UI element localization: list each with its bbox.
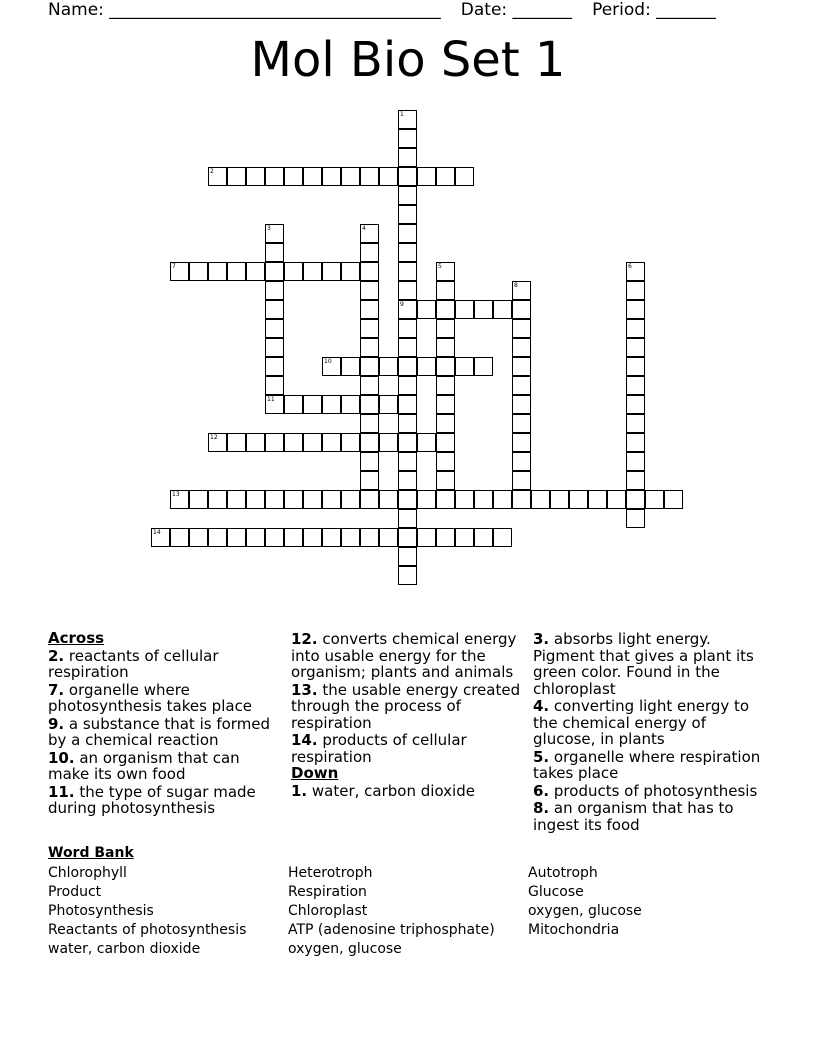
clues-column-2 xyxy=(291,630,521,799)
crossword-cell[interactable] xyxy=(436,376,455,395)
crossword-cell[interactable] xyxy=(398,224,417,243)
crossword-cell[interactable] xyxy=(512,395,531,414)
clue-item xyxy=(533,631,773,697)
word-bank-item: Photosynthesis xyxy=(48,903,154,919)
crossword-cell[interactable] xyxy=(512,319,531,338)
crossword-cell[interactable] xyxy=(512,433,531,452)
crossword-cell[interactable] xyxy=(303,167,322,186)
word-bank-item: ATP (adenosine triphosphate) xyxy=(288,922,495,938)
crossword-cell[interactable] xyxy=(170,528,189,547)
crossword-cell[interactable] xyxy=(436,414,455,433)
crossword-cell[interactable] xyxy=(227,167,246,186)
crossword-cell[interactable] xyxy=(227,262,246,281)
crossword-cell[interactable] xyxy=(360,376,379,395)
crossword-cell[interactable] xyxy=(208,433,227,452)
crossword-cell[interactable] xyxy=(360,281,379,300)
crossword-cell[interactable] xyxy=(398,528,417,547)
crossword-cell[interactable] xyxy=(208,490,227,509)
crossword-cell[interactable] xyxy=(265,338,284,357)
clue-item xyxy=(533,783,773,800)
crossword-cell[interactable] xyxy=(417,528,436,547)
down-heading: Down xyxy=(291,764,339,782)
word-bank-item: Respiration xyxy=(288,884,367,900)
crossword-cell[interactable] xyxy=(512,471,531,490)
crossword-cell[interactable] xyxy=(170,262,189,281)
crossword-cell[interactable] xyxy=(626,395,645,414)
crossword-cell[interactable] xyxy=(455,490,474,509)
crossword-cell[interactable] xyxy=(626,452,645,471)
crossword-cell[interactable] xyxy=(322,490,341,509)
clue-item xyxy=(48,648,273,681)
clue-number: 8 xyxy=(514,282,518,289)
crossword-cell[interactable] xyxy=(398,452,417,471)
crossword-cell[interactable] xyxy=(398,167,417,186)
crossword-cell[interactable] xyxy=(246,433,265,452)
crossword-cell[interactable] xyxy=(284,490,303,509)
crossword-cell[interactable] xyxy=(265,528,284,547)
crossword-cell[interactable] xyxy=(531,490,550,509)
crossword-cell[interactable] xyxy=(360,395,379,414)
crossword-cell[interactable] xyxy=(265,300,284,319)
crossword-cell[interactable] xyxy=(512,376,531,395)
crossword-cell[interactable] xyxy=(398,376,417,395)
crossword-cell[interactable] xyxy=(189,490,208,509)
crossword-cell[interactable] xyxy=(474,528,493,547)
crossword-cell[interactable] xyxy=(379,167,398,186)
crossword-cell[interactable] xyxy=(379,357,398,376)
crossword-cell[interactable] xyxy=(265,224,284,243)
crossword-cell[interactable] xyxy=(455,300,474,319)
word-bank-item: Mitochondria xyxy=(528,922,620,938)
crossword-cell[interactable] xyxy=(360,357,379,376)
word-bank-column-1 xyxy=(48,864,246,959)
crossword-cell[interactable] xyxy=(645,490,664,509)
crossword-cell[interactable] xyxy=(360,433,379,452)
crossword-cell[interactable] xyxy=(284,433,303,452)
crossword-cell[interactable] xyxy=(170,490,189,509)
clue-number: 9 xyxy=(400,301,404,308)
crossword-cell[interactable] xyxy=(626,490,645,509)
crossword-cell[interactable] xyxy=(474,357,493,376)
word-bank-item: Reactants of photosynthesis xyxy=(48,922,247,938)
clue-item xyxy=(533,749,773,782)
clue-text: reactants of cellular respiration xyxy=(48,646,219,681)
clue-number: 1 xyxy=(400,111,404,118)
clue-number-label: 3. xyxy=(533,630,550,648)
crossword-cell[interactable] xyxy=(398,547,417,566)
crossword-cell[interactable] xyxy=(398,566,417,585)
crossword-cell[interactable] xyxy=(398,281,417,300)
crossword-cell[interactable] xyxy=(360,452,379,471)
crossword-cell[interactable] xyxy=(379,490,398,509)
crossword-cell[interactable] xyxy=(379,395,398,414)
clue-text: an organism that can make its own food xyxy=(48,748,240,783)
word-bank-column-2 xyxy=(288,864,495,959)
crossword-cell[interactable] xyxy=(512,490,531,509)
crossword-cell[interactable] xyxy=(246,528,265,547)
crossword-cell[interactable] xyxy=(455,167,474,186)
clue-number: 14 xyxy=(153,529,161,536)
crossword-cell[interactable] xyxy=(398,148,417,167)
crossword-cell[interactable] xyxy=(265,167,284,186)
crossword-cell[interactable] xyxy=(360,224,379,243)
crossword-cell[interactable] xyxy=(398,357,417,376)
crossword-cell[interactable] xyxy=(284,395,303,414)
crossword-cell[interactable] xyxy=(436,167,455,186)
crossword-cell[interactable] xyxy=(303,528,322,547)
word-bank-item: Chloroplast xyxy=(288,903,368,919)
crossword-cell[interactable] xyxy=(360,471,379,490)
across-clue-list-continued xyxy=(291,631,521,765)
crossword-cell[interactable] xyxy=(265,357,284,376)
crossword-cell[interactable] xyxy=(151,528,170,547)
crossword-cell[interactable] xyxy=(341,528,360,547)
across-clue-list xyxy=(48,648,273,817)
word-bank-item: oxygen, glucose xyxy=(288,941,402,957)
crossword-cell[interactable] xyxy=(512,300,531,319)
clue-item xyxy=(48,784,273,817)
crossword-cell[interactable] xyxy=(322,262,341,281)
clue-number-label: 9. xyxy=(48,714,65,733)
clue-number: 11 xyxy=(267,396,275,403)
clue-text: the type of sugar made during photosynthesis xyxy=(48,782,256,817)
crossword-cell[interactable] xyxy=(379,528,398,547)
crossword-cell[interactable] xyxy=(246,167,265,186)
crossword-cell[interactable] xyxy=(398,433,417,452)
crossword-cell[interactable] xyxy=(265,243,284,262)
crossword-cell[interactable] xyxy=(322,433,341,452)
crossword-cell[interactable] xyxy=(265,490,284,509)
crossword-cell[interactable] xyxy=(493,528,512,547)
clue-text: absorbs light energy. Pigment that gives a plant its green color. Found in the chloroplast xyxy=(533,630,754,698)
crossword-cell[interactable] xyxy=(341,395,360,414)
crossword-cell[interactable] xyxy=(360,167,379,186)
crossword-cell[interactable] xyxy=(436,319,455,338)
crossword-cell[interactable] xyxy=(626,433,645,452)
crossword-cell[interactable] xyxy=(341,167,360,186)
crossword-cell[interactable] xyxy=(398,262,417,281)
clues-column-1 xyxy=(48,630,273,817)
crossword-cell[interactable] xyxy=(360,528,379,547)
crossword-cell[interactable] xyxy=(398,490,417,509)
crossword-cell[interactable] xyxy=(398,414,417,433)
crossword-cell[interactable] xyxy=(417,433,436,452)
across-heading: Across xyxy=(48,629,105,647)
crossword-cell[interactable] xyxy=(208,262,227,281)
crossword-cell[interactable] xyxy=(379,433,398,452)
clue-number-label: 8. xyxy=(533,799,550,817)
crossword-cell[interactable] xyxy=(626,376,645,395)
name-field[interactable]: Name: _______________________________________ xyxy=(48,0,441,20)
crossword-cell[interactable] xyxy=(417,167,436,186)
crossword-cell[interactable] xyxy=(436,528,455,547)
crossword-cell[interactable] xyxy=(208,167,227,186)
crossword-cell[interactable] xyxy=(436,433,455,452)
crossword-cell[interactable] xyxy=(265,433,284,452)
crossword-cell[interactable] xyxy=(626,319,645,338)
crossword-cell[interactable] xyxy=(550,490,569,509)
crossword-cell[interactable] xyxy=(208,528,227,547)
clue-item xyxy=(533,698,773,748)
crossword-cell[interactable] xyxy=(626,300,645,319)
crossword-cell[interactable] xyxy=(398,300,417,319)
clue-number: 13 xyxy=(172,491,180,498)
crossword-cell[interactable] xyxy=(398,395,417,414)
word-bank-item: Product xyxy=(48,884,102,900)
crossword-cell[interactable] xyxy=(265,376,284,395)
clue-number: 7 xyxy=(172,263,176,270)
crossword-cell[interactable] xyxy=(626,281,645,300)
clue-item xyxy=(533,800,773,833)
crossword-cell[interactable] xyxy=(265,395,284,414)
word-bank-item: Chlorophyll xyxy=(48,865,127,881)
clue-number: 3 xyxy=(267,225,271,232)
crossword-cell[interactable] xyxy=(626,357,645,376)
clue-text: converting light energy to the chemical energy of glucose, in plants xyxy=(533,697,750,748)
clue-item xyxy=(291,631,521,681)
clue-number-label: 5. xyxy=(533,747,550,766)
clue-text: converts chemical energy into usable energy for the organism; plants and animals xyxy=(291,630,517,681)
crossword-cell[interactable] xyxy=(626,471,645,490)
crossword-cell[interactable] xyxy=(569,490,588,509)
clue-number-label: 14. xyxy=(291,731,318,749)
crossword-cell[interactable] xyxy=(360,319,379,338)
crossword-cell[interactable] xyxy=(436,471,455,490)
word-bank-item: oxygen, glucose xyxy=(528,903,642,919)
clue-text: water, carbon dioxide xyxy=(307,781,475,800)
crossword-cell[interactable] xyxy=(265,262,284,281)
clue-number: 2 xyxy=(210,168,214,175)
crossword-cell[interactable] xyxy=(303,490,322,509)
crossword-cell[interactable] xyxy=(436,357,455,376)
crossword-cell[interactable] xyxy=(607,490,626,509)
clues-column-3 xyxy=(533,630,773,833)
down-clue-list-continued xyxy=(533,631,773,833)
crossword-cell[interactable] xyxy=(436,452,455,471)
word-bank-item: Autotroph xyxy=(528,865,598,881)
crossword-cell[interactable] xyxy=(512,452,531,471)
down-clue-list xyxy=(291,783,521,800)
crossword-cell[interactable] xyxy=(322,167,341,186)
clue-text: products of photosynthesis xyxy=(549,781,758,800)
crossword-cell[interactable] xyxy=(322,528,341,547)
crossword-cell[interactable] xyxy=(512,357,531,376)
crossword-cell[interactable] xyxy=(417,300,436,319)
crossword-cell[interactable] xyxy=(246,262,265,281)
clue-text: the usable energy created through the process of respiration xyxy=(291,680,521,732)
crossword-cell[interactable] xyxy=(417,357,436,376)
crossword-cell[interactable] xyxy=(588,490,607,509)
crossword-cell[interactable] xyxy=(360,338,379,357)
crossword-cell[interactable] xyxy=(474,490,493,509)
crossword-cell[interactable] xyxy=(493,490,512,509)
crossword-cell[interactable] xyxy=(189,262,208,281)
crossword-cell[interactable] xyxy=(303,262,322,281)
crossword-cell[interactable] xyxy=(455,528,474,547)
crossword-cell[interactable] xyxy=(189,528,208,547)
crossword-cell[interactable] xyxy=(265,319,284,338)
clue-number-label: 2. xyxy=(48,646,65,665)
word-bank-item: Heterotroph xyxy=(288,865,373,881)
crossword-cell[interactable] xyxy=(360,490,379,509)
crossword-cell[interactable] xyxy=(227,528,246,547)
clue-number: 6 xyxy=(628,263,632,270)
clue-text: organelle where respiration takes place xyxy=(533,747,761,782)
clue-number-label: 4. xyxy=(533,697,550,715)
clue-item xyxy=(291,732,521,765)
word-bank-item: water, carbon dioxide xyxy=(48,941,201,957)
word-bank-title: Word Bank xyxy=(48,845,134,861)
crossword-cell[interactable] xyxy=(398,186,417,205)
clue-item xyxy=(48,682,273,715)
crossword-cell[interactable] xyxy=(303,433,322,452)
crossword-cell[interactable] xyxy=(246,490,265,509)
crossword-cell[interactable] xyxy=(398,205,417,224)
crossword-cell[interactable] xyxy=(417,490,436,509)
clue-text: a substance that is formed by a chemical reaction xyxy=(48,714,271,749)
clue-item xyxy=(48,716,273,749)
crossword-cell[interactable] xyxy=(512,414,531,433)
clue-number: 5 xyxy=(438,263,442,270)
clue-item xyxy=(48,750,273,783)
crossword-cell[interactable] xyxy=(398,319,417,338)
clue-number: 4 xyxy=(362,225,366,232)
crossword-cell[interactable] xyxy=(436,490,455,509)
crossword-cell[interactable] xyxy=(284,262,303,281)
clue-number-label: 12. xyxy=(291,630,318,648)
crossword-cell[interactable] xyxy=(493,300,512,319)
clue-number-label: 7. xyxy=(48,680,65,699)
crossword-cell[interactable] xyxy=(436,262,455,281)
crossword-cell[interactable] xyxy=(436,395,455,414)
clue-number-label: 10. xyxy=(48,748,75,767)
clue-number: 12 xyxy=(210,434,218,441)
crossword-cell[interactable] xyxy=(360,414,379,433)
clue-item xyxy=(291,682,521,732)
crossword-cell[interactable] xyxy=(265,281,284,300)
clue-text: products of cellular respiration xyxy=(291,731,467,766)
crossword-cell[interactable] xyxy=(436,338,455,357)
word-bank-column-3 xyxy=(528,864,642,940)
crossword-cell[interactable] xyxy=(626,414,645,433)
crossword-cell[interactable] xyxy=(436,281,455,300)
crossword-cell[interactable] xyxy=(322,395,341,414)
crossword-cell[interactable] xyxy=(626,338,645,357)
crossword-cell[interactable] xyxy=(360,262,379,281)
date-field[interactable]: Date: _______ xyxy=(460,0,573,20)
crossword-cell[interactable] xyxy=(512,338,531,357)
crossword-cell[interactable] xyxy=(284,167,303,186)
crossword-cell[interactable] xyxy=(626,262,645,281)
clue-number-label: 13. xyxy=(291,680,318,699)
clue-item xyxy=(291,783,521,800)
crossword-cell[interactable] xyxy=(398,338,417,357)
crossword-cell[interactable] xyxy=(227,433,246,452)
crossword-cell[interactable] xyxy=(322,357,341,376)
crossword-cell[interactable] xyxy=(436,300,455,319)
crossword-cell[interactable] xyxy=(341,357,360,376)
crossword-cell[interactable] xyxy=(227,490,246,509)
clue-text: an organism that has to ingest its food xyxy=(533,799,734,834)
page-title: Mol Bio Set 1 xyxy=(250,32,566,88)
clue-number: 10 xyxy=(324,358,332,365)
crossword-cell[interactable] xyxy=(360,243,379,262)
crossword-cell[interactable] xyxy=(360,300,379,319)
clue-text: organelle where photosynthesis takes place xyxy=(48,680,253,715)
crossword-cell[interactable] xyxy=(626,509,645,528)
word-bank-item: Glucose xyxy=(528,884,584,900)
crossword-cell[interactable] xyxy=(303,395,322,414)
clue-number-label: 11. xyxy=(48,782,75,801)
crossword-cell[interactable] xyxy=(398,110,417,129)
crossword-cell[interactable] xyxy=(398,243,417,262)
crossword-cell[interactable] xyxy=(341,433,360,452)
period-field[interactable]: Period: _______ xyxy=(592,0,716,20)
crossword-cell[interactable] xyxy=(455,357,474,376)
crossword-cell[interactable] xyxy=(512,281,531,300)
crossword-cell[interactable] xyxy=(398,509,417,528)
crossword-cell[interactable] xyxy=(398,129,417,148)
crossword-cell[interactable] xyxy=(398,471,417,490)
crossword-cell[interactable] xyxy=(474,300,493,319)
crossword-cell[interactable] xyxy=(284,528,303,547)
crossword-cell[interactable] xyxy=(664,490,683,509)
crossword-cell[interactable] xyxy=(341,262,360,281)
clue-number-label: 1. xyxy=(291,781,308,800)
crossword-cell[interactable] xyxy=(341,490,360,509)
clue-number-label: 6. xyxy=(533,781,550,800)
